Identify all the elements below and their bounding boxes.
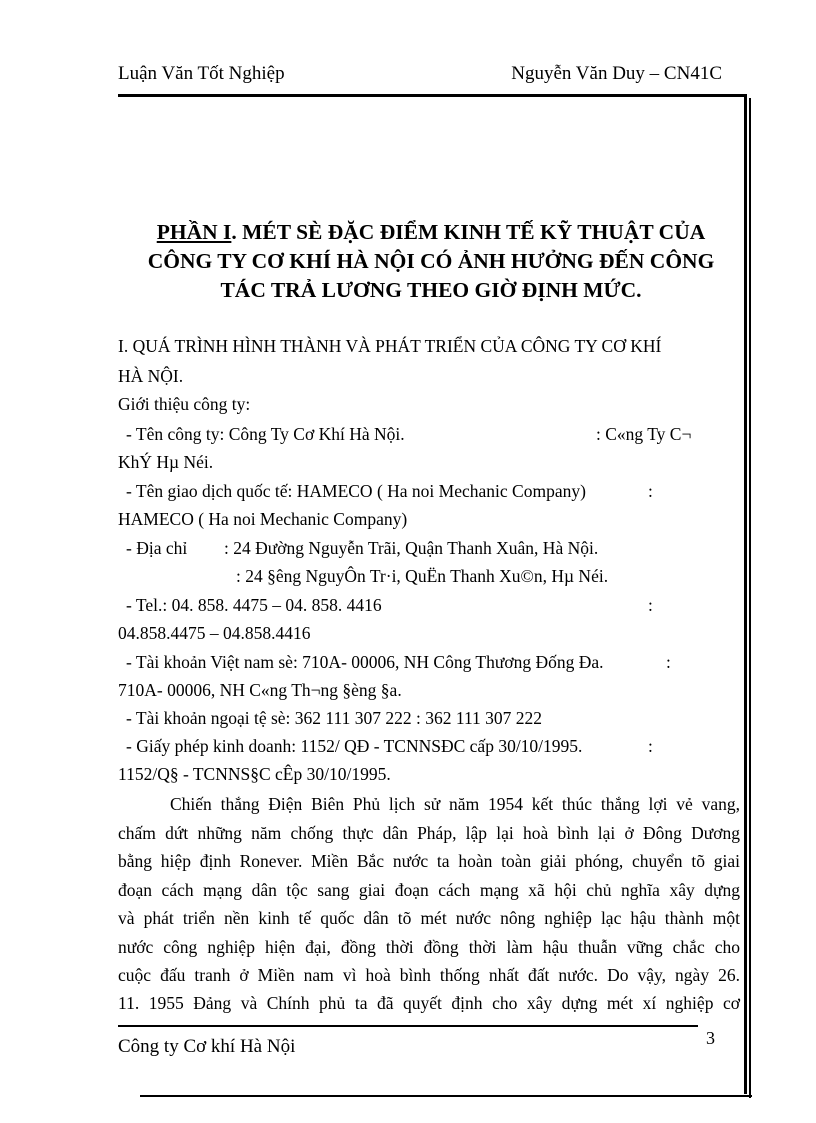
address-label: - Địa chỉ [126, 538, 188, 558]
page-frame-bottom [140, 1095, 752, 1097]
header-author: Nguyễn Văn Duy – CN41C [511, 63, 722, 84]
body-line: bằng hiệp định Ronever. Miền Bắc nước ta hoàn toàn giải phóng, chuyển tõ giai [118, 851, 740, 871]
vn-bank-account-alt: 710A- 00006, NH C«ng Th¬ng §èng §a. [118, 680, 402, 700]
company-name: - Tên công ty: Công Ty Cơ Khí Hà Nội. [126, 424, 405, 444]
chapter-title-line-3: TÁC TRẢ LƯƠNG THEO GIỜ ĐỊNH MỨC. [220, 278, 642, 302]
body-line: nước công nghiệp hiện đại, đồng thời đồng thời làm hậu thuẫn vững chắc cho [118, 937, 740, 957]
business-license: - Giấy phép kinh doanh: 1152/ QĐ - TCNNSĐC cấp 30/10/1995. [126, 736, 583, 756]
body-line: chấm dứt những năm chống thực dân Pháp, lập lại hoà bình lại ở Đông Dương [118, 823, 740, 843]
business-license-colon: : [648, 736, 653, 756]
header-thesis-title: Luận Văn Tốt Nghiệp [118, 63, 285, 84]
company-intro-label: Giới thiệu công ty: [118, 394, 251, 414]
footer-company: Công ty Cơ khí Hà Nội [118, 1036, 296, 1057]
chapter-title-line-1 [118, 218, 744, 247]
chapter-title-line-2: CÔNG TY CƠ KHÍ HÀ NỘI CÓ ẢNH HƯỞNG ĐẾN CÔNG [147, 249, 715, 273]
address-alt: : 24 §êng NguyÔn Tr·i, QuËn Thanh Xu©n, Hµ Néi. [236, 566, 609, 586]
intl-trade-name: - Tên giao dịch quốc tế: HAMECO ( Ha noi Mechanic Company) [126, 481, 586, 501]
chapter-title [118, 218, 744, 305]
intl-trade-name-alt: HAMECO ( Ha noi Mechanic Company) [118, 509, 408, 529]
page-number: 3 [706, 1028, 715, 1048]
intl-trade-colon: : [648, 481, 653, 501]
telephone-colon: : [648, 595, 653, 615]
vn-bank-account-colon: : [666, 652, 671, 672]
chapter-prefix: PHẦN I [156, 220, 232, 244]
address-value: : 24 Đường Nguyễn Trãi, Quận Thanh Xuân, Hà Nội. [224, 538, 599, 558]
body-line: đoạn cách mạng dân tộc sang giai đoạn cách mạng xã hội chủ nghĩa xây dựng [118, 880, 740, 900]
page-frame-right-shadow [749, 98, 751, 1098]
section-heading-line-1: I. QUÁ TRÌNH HÌNH THÀNH VÀ PHÁT TRIỂN CỦA CÔNG TY CƠ KHÍ [118, 336, 662, 356]
section-heading-line-2: HÀ NỘI. [118, 366, 184, 386]
telephone: - Tel.: 04. 858. 4475 – 04. 858. 4416 [126, 595, 382, 615]
footer-rule [118, 1025, 698, 1027]
business-license-alt: 1152/Q§ - TCNNS§C cÊp 30/10/1995. [118, 764, 391, 784]
vn-bank-account: - Tài khoản Việt nam sè: 710A- 00006, NH Công Thương Đống Đa. [126, 652, 604, 672]
header-rule [118, 94, 744, 97]
body-line: cuộc đấu tranh ở Miền nam vì hoà bình thống nhất đất nước. Do vậy, ngày 26. [118, 965, 740, 985]
chapter-title-rest: . MÉT SÈ ĐẶC ĐIỂM KINH TẾ KỸ THUẬT CỦA [231, 220, 706, 244]
body-line: và phát triển nền kinh tế quốc dân tõ mét nước nông nghiệp lạc hậu thành một [118, 908, 740, 928]
body-line: Chiến thắng Điện Biên Phủ lịch sử năm 1954 kết thúc thắng lợi vẻ vang, [170, 794, 740, 814]
company-name-alt: : C«ng Ty C¬ [596, 424, 692, 444]
company-name-alt-cont: KhÝ Hµ Néi. [118, 452, 214, 472]
body-line: 11. 1955 Đảng và Chính phủ ta đã quyết định cho xây dựng mét xí nghiệp cơ [118, 993, 740, 1013]
telephone-alt: 04.858.4475 – 04.858.4416 [118, 623, 311, 643]
foreign-bank-account: - Tài khoản ngoại tệ sè: 362 111 307 222 : 362 111 307 222 [126, 708, 543, 728]
page-frame-right [744, 94, 747, 1094]
